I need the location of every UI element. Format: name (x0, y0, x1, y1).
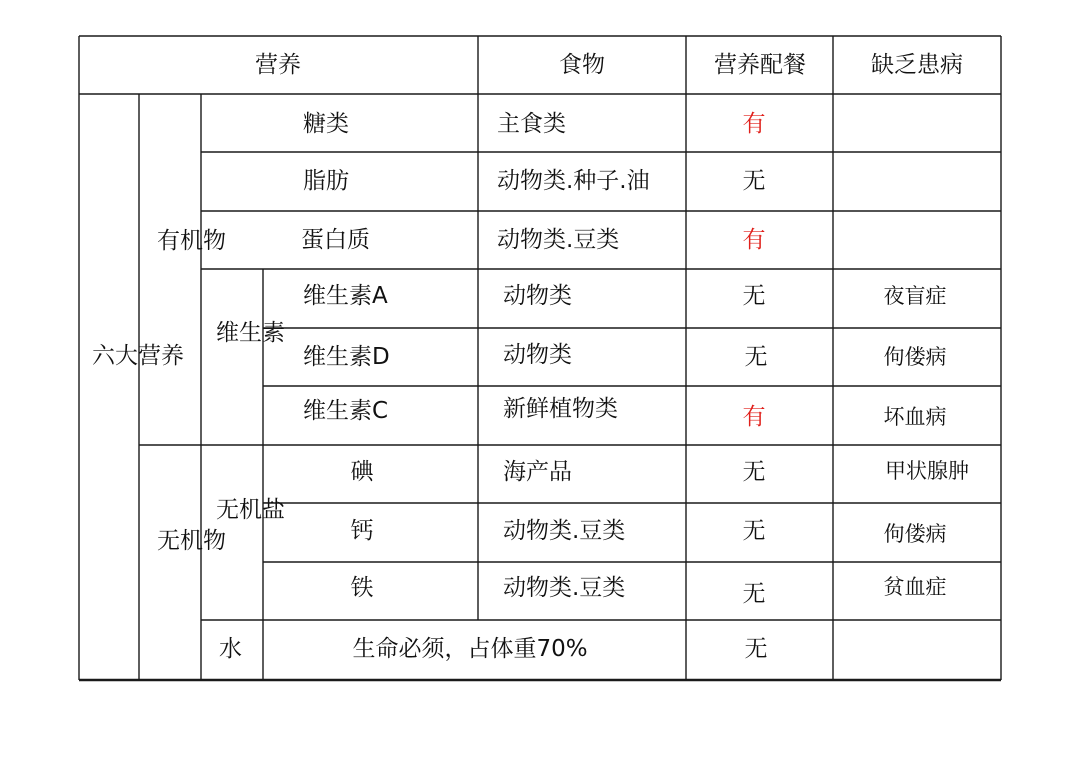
row-protein-name: 蛋白质 (301, 227, 370, 253)
row-vit-d-meal: 无 (744, 344, 768, 370)
row-vit-c-disease: 坏血病 (883, 405, 947, 429)
row-sugar-name: 糖类 (303, 111, 349, 137)
row-sugar-meal: 有 (742, 111, 766, 137)
row-iron-name: 铁 (350, 575, 374, 601)
group-inorganic: 无机物 (157, 528, 226, 554)
row-vit-d-name: 维生素D (303, 344, 390, 370)
row-iodine-food: 海产品 (503, 459, 572, 485)
row-iron-food: 动物类.豆类 (503, 575, 626, 601)
row-calcium-name: 钙 (350, 518, 374, 544)
row-vit-d-food: 动物类 (503, 342, 572, 368)
group-six-nutrients: 六大营养 (92, 343, 184, 369)
row-fat-name: 脂肪 (303, 168, 349, 194)
header-disease: 缺乏患病 (871, 52, 963, 78)
row-vit-c-meal: 有 (742, 404, 766, 430)
row-protein-meal: 有 (742, 227, 766, 253)
row-iron-meal: 无 (742, 581, 766, 607)
row-vit-c-name: 维生素C (303, 398, 389, 424)
row-protein-food: 动物类.豆类 (497, 227, 620, 253)
row-vit-c-food: 新鲜植物类 (503, 396, 618, 422)
row-iodine-name: 碘 (350, 459, 374, 485)
row-calcium-meal: 无 (742, 518, 766, 544)
header-food: 食物 (559, 52, 605, 78)
group-vitamin: 维生素 (216, 320, 285, 346)
row-calcium-disease: 佝偻病 (883, 522, 947, 546)
group-water: 水 (219, 636, 242, 662)
header-nutrition: 营养 (255, 52, 301, 78)
group-organic: 有机物 (157, 228, 226, 254)
group-mineral: 无机盐 (216, 497, 285, 523)
header-meal: 营养配餐 (714, 52, 806, 78)
row-sugar-food: 主食类 (497, 111, 566, 137)
row-vit-a-name: 维生素A (303, 283, 388, 309)
row-iron-disease: 贫血症 (883, 575, 947, 599)
row-water-meal: 无 (744, 636, 768, 662)
row-iodine-disease: 甲状腺肿 (885, 459, 969, 483)
row-iodine-meal: 无 (742, 459, 766, 485)
row-fat-food: 动物类.种子.油 (497, 168, 650, 194)
row-vit-a-meal: 无 (742, 283, 766, 309)
row-fat-meal: 无 (742, 168, 766, 194)
row-calcium-food: 动物类.豆类 (503, 518, 626, 544)
row-vit-d-disease: 佝偻病 (883, 345, 947, 369)
row-water-food: 生命必须，占体重70% (352, 636, 588, 662)
row-vit-a-food: 动物类 (503, 283, 572, 309)
row-vit-a-disease: 夜盲症 (883, 284, 947, 308)
